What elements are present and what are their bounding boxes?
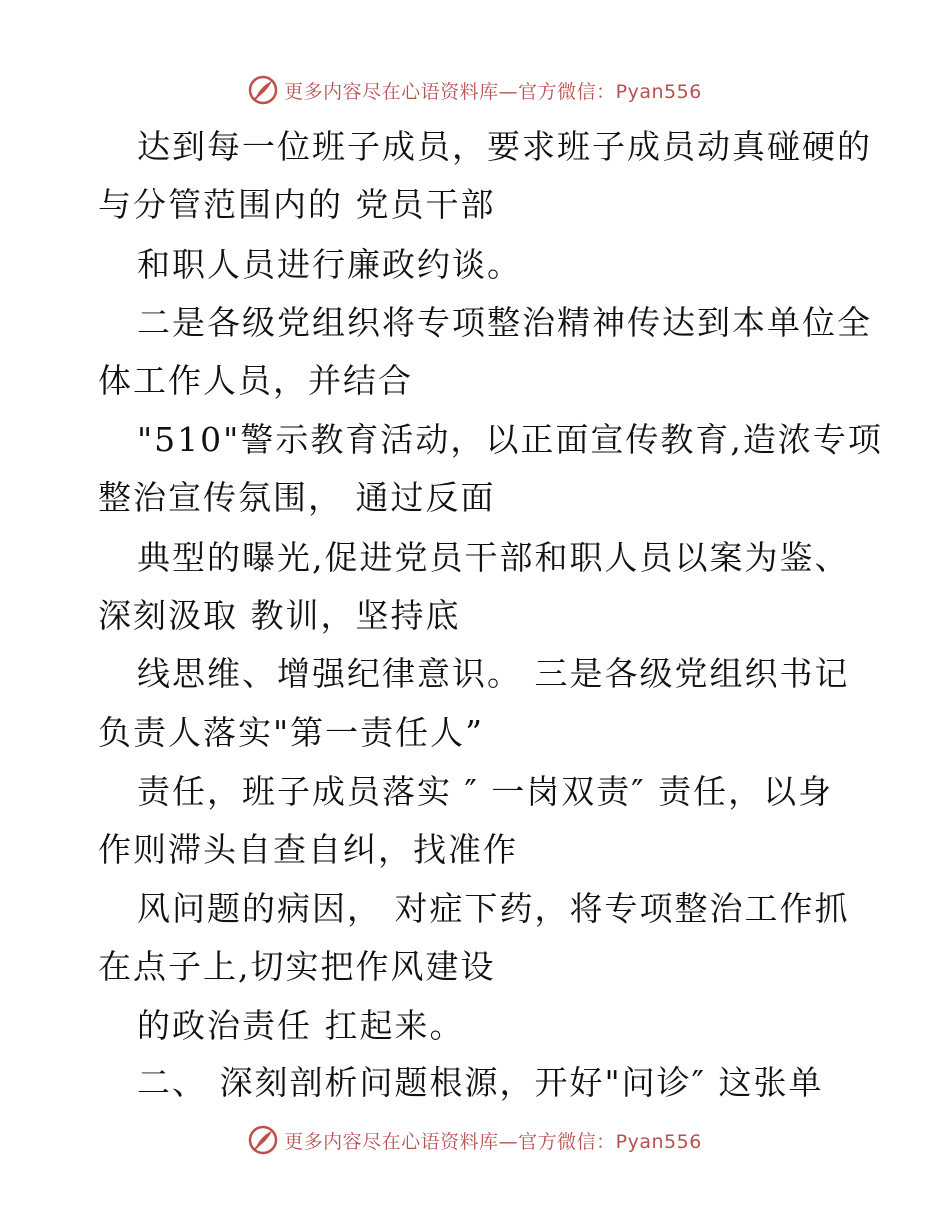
body-line: "510"警示教育活动，以正面宣传教育,造浓专项 <box>137 420 883 459</box>
footer-watermark-inner <box>248 1125 702 1155</box>
header-watermark-text: 更多内容尽在心语资料库—官方微信：Pyan556 <box>284 80 702 103</box>
footer-watermark <box>0 1120 950 1160</box>
header-watermark <box>0 70 950 110</box>
body-line: 深刻汲取 教训，坚持底 <box>98 596 461 635</box>
body-line: 整治宣传氛围， 通过反面 <box>98 478 496 517</box>
body-line: 二、 深刻剖析问题根源，开好"问诊″ 这张单 <box>137 1063 824 1102</box>
body-line: 的政治责任 扛起来。 <box>137 1006 465 1045</box>
body-line: 负责人落实"第一责任人” <box>98 713 485 752</box>
body-line: 体工作人员，并结合 <box>98 361 413 400</box>
footer-watermark-text: 更多内容尽在心语资料库—官方微信：Pyan556 <box>284 1130 702 1153</box>
body-line: 线思维、增强纪律意识。 三是各级党组织书记 <box>137 654 850 693</box>
feather-pen-logo-icon <box>248 1125 278 1155</box>
feather-pen-logo-icon <box>248 75 278 105</box>
body-line: 在点子上,切实把作风建设 <box>98 947 496 986</box>
body-line: 与分管范围内的 党员干部 <box>98 185 496 224</box>
body-line: 典型的曝光,促进党员干部和职人员以案为鉴、 <box>137 538 850 577</box>
body-line: 二是各级党组织将专项整治精神传达到本单位全 <box>137 303 872 342</box>
body-line: 责任，班子成员落实 ″ 一岗双责″ 责任，以身 <box>137 772 834 811</box>
body-line: 达到每一位班子成员，要求班子成员动真碰硬的 <box>137 127 872 166</box>
body-line: 风问题的病因， 对症下药，将专项整治工作抓 <box>137 889 850 928</box>
body-line: 和职人员进行廉政约谈。 <box>137 245 522 284</box>
body-line: 作则滞头自查自纠，找准作 <box>98 830 518 869</box>
header-watermark-inner <box>248 75 702 105</box>
